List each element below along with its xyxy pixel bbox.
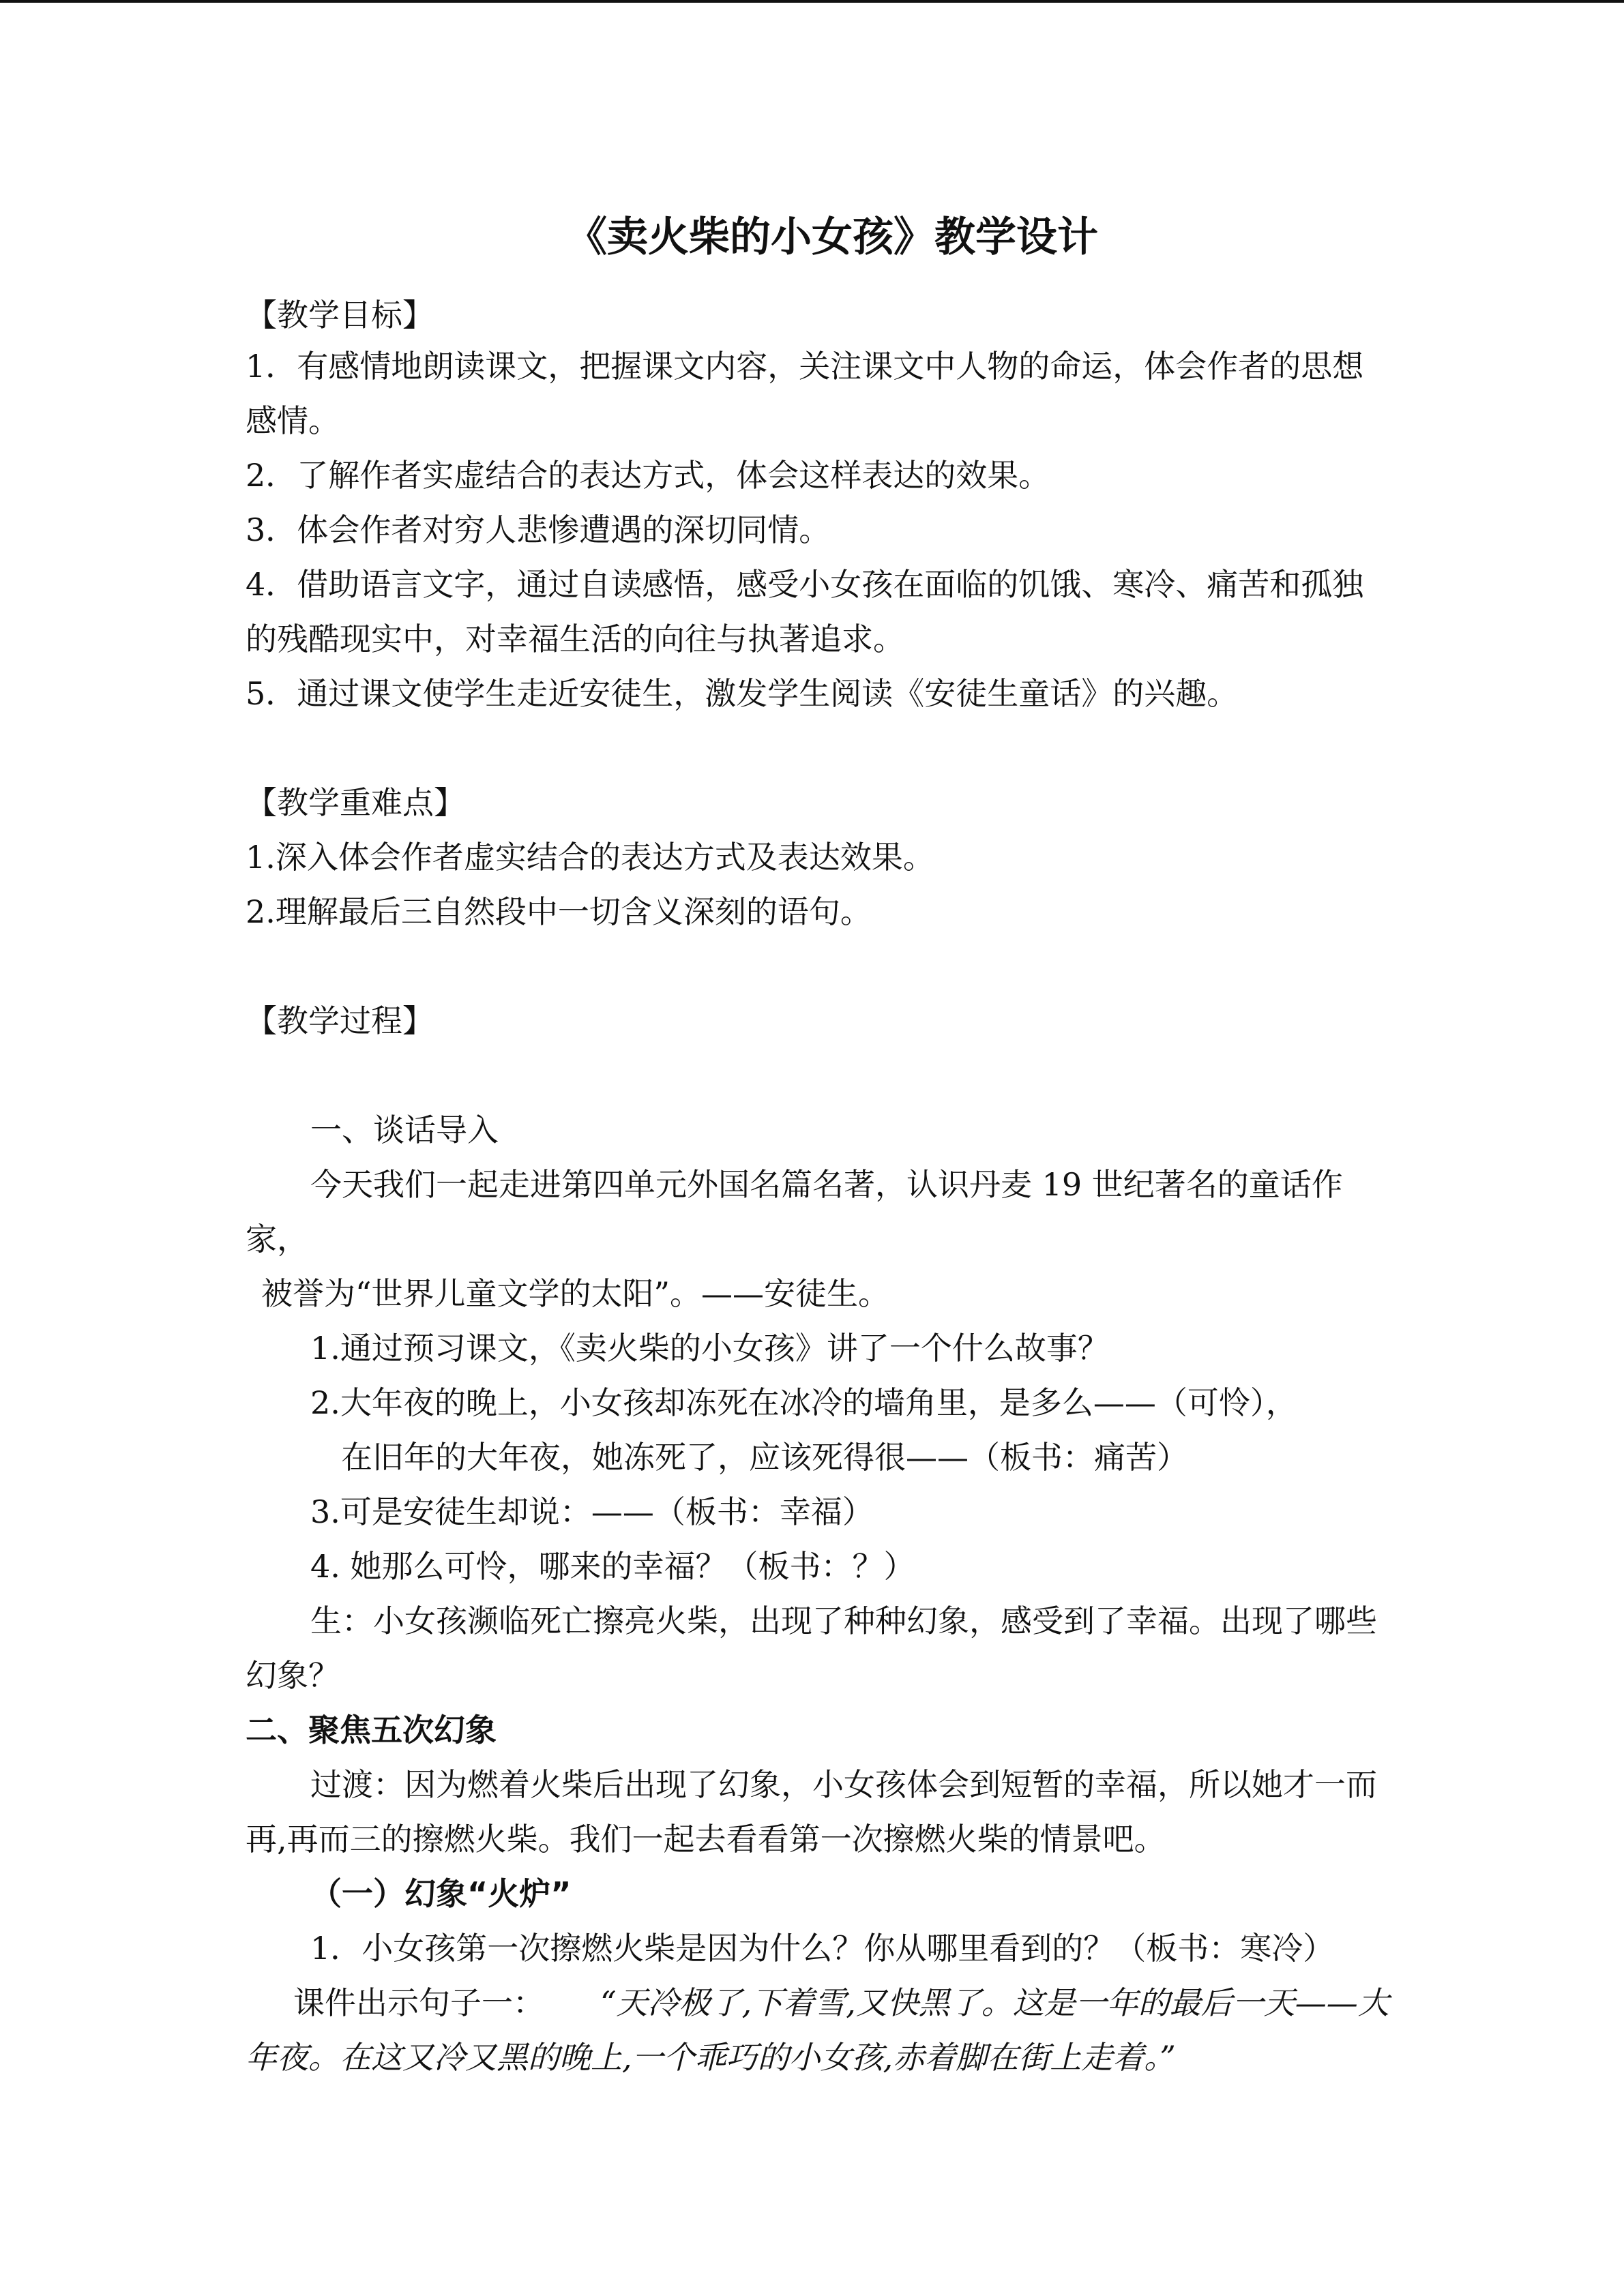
question-3: 3.可是安徒生却说：——（板书：幸福） xyxy=(310,1493,874,1530)
goal-5: 5．通过课文使学生走近安徒生，激发学生阅读《安徒生童话》的兴趣。 xyxy=(246,675,1239,712)
goals-heading: 【教学目标】 xyxy=(246,297,434,333)
key-points-heading: 【教学重难点】 xyxy=(246,784,465,821)
student-answer-line-2: 幻象？ xyxy=(246,1657,340,1694)
document-title: 《卖火柴的小女孩》教学设计 xyxy=(566,213,1098,261)
goal-2: 2．了解作者实虚结合的表达方式，体会这样表达的效果。 xyxy=(246,457,1050,494)
transition-line-2: 再,再而三的擦燃火柴。我们一起去看看第一次擦燃火柴的情景吧。 xyxy=(246,1821,1166,1858)
quote-line-1: “天冷极了,下着雪,又快黑了。这是一年的最后一天——大 xyxy=(600,1984,1389,2021)
part-2-heading: 二、聚焦五次幻象 xyxy=(246,1712,497,1748)
student-answer-line-1: 生：小女孩濒临死亡擦亮火柴，出现了种种幻象，感受到了幸福。出现了哪些 xyxy=(310,1602,1377,1639)
transition-line-1: 过渡：因为燃着火柴后出现了幻象，小女孩体会到短暂的幸福，所以她才一而 xyxy=(310,1766,1377,1803)
quote-line-2: 年夜。在这又冷又黑的晚上,一个乖巧的小女孩,赤着脚在街上走着。” xyxy=(246,2039,1176,2076)
courseware-label: 课件出示句子一： xyxy=(293,1984,544,2021)
question-2-line-2: 在旧年的大年夜，她冻死了，应该死得很——（板书：痛苦） xyxy=(341,1439,1188,1476)
goal-4-line-1: 4．借助语言文字，通过自读感悟，感受小女孩在面临的饥饿、寒冷、痛苦和孤独 xyxy=(246,566,1364,603)
question-1: 1.通过预习课文，《卖火柴的小女孩》讲了一个什么故事？ xyxy=(310,1330,1109,1367)
intro-line-2: 家， xyxy=(246,1221,308,1257)
goal-4-line-2: 的残酷现实中，对幸福生活的向往与执著追求。 xyxy=(246,621,904,657)
part-1-heading: 一、谈话导入 xyxy=(310,1112,499,1148)
goal-1-line-1: 1．有感情地朗读课文，把握课文内容，关注课文中人物的命运，体会作者的思想 xyxy=(246,348,1364,385)
section-1-heading: （一）幻象“火炉” xyxy=(310,1875,572,1912)
question-2-line-1: 2.大年夜的晚上，小女孩却冻死在冰冷的墙角里，是多么——（可怜）， xyxy=(310,1384,1297,1421)
process-heading: 【教学过程】 xyxy=(246,1002,434,1039)
intro-line-1: 今天我们一起走进第四单元外国名篇名著，认识丹麦 19 世纪著名的童话作 xyxy=(310,1166,1343,1203)
goal-3: 3．体会作者对穷人悲惨遭遇的深切同情。 xyxy=(246,511,831,548)
section-1-question-1: 1．小女孩第一次擦燃火柴是因为什么？你从哪里看到的？（板书：寒冷） xyxy=(310,1930,1335,1967)
intro-line-3: 被誉为“世界儿童文学的太阳”。——安徒生。 xyxy=(261,1275,890,1312)
key-point-1: 1.深入体会作者虚实结合的表达方式及表达效果。 xyxy=(246,839,934,876)
key-point-2: 2.理解最后三自然段中一切含义深刻的语句。 xyxy=(246,893,872,930)
question-4: 4. 她那么可怜，哪来的幸福？（板书：？） xyxy=(310,1548,915,1585)
page-top-border xyxy=(0,0,1624,3)
goal-1-line-2: 感情。 xyxy=(246,402,340,439)
